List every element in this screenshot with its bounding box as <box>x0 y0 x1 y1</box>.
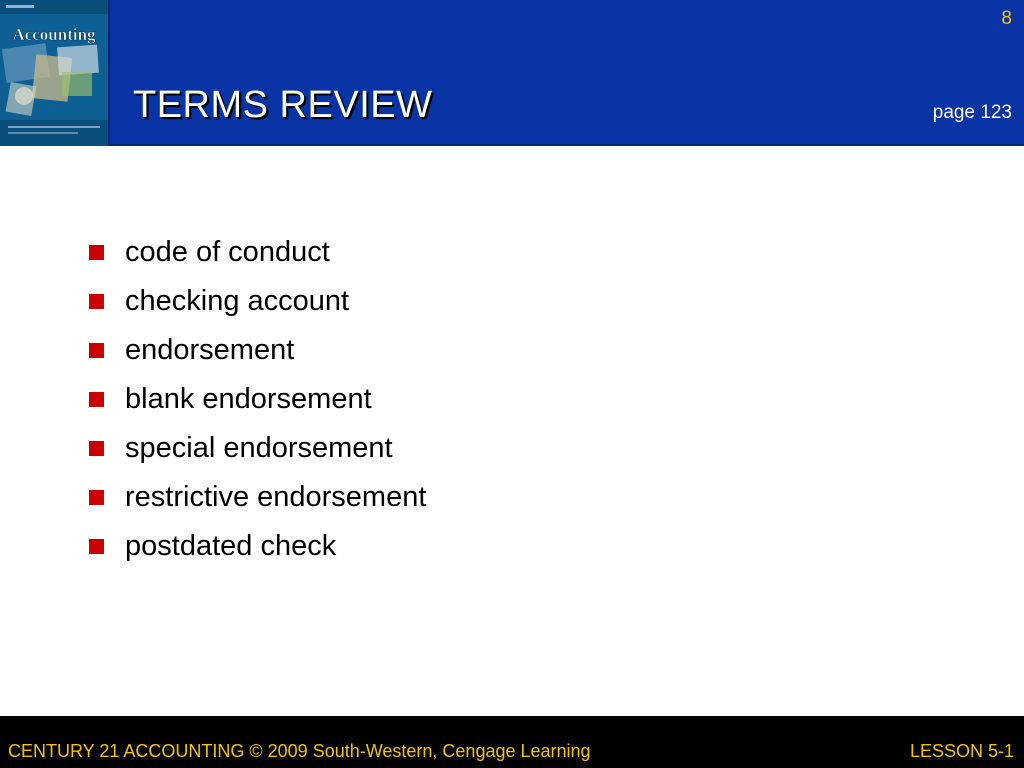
terms-list <box>89 228 426 571</box>
slide-number: 8 <box>1001 8 1012 29</box>
page-reference: page 123 <box>932 102 1012 123</box>
square-bullet-icon <box>89 392 104 407</box>
list-item <box>89 375 426 424</box>
square-bullet-icon <box>89 343 104 358</box>
footer-copyright: CENTURY 21 ACCOUNTING © 2009 South-Western, Cengage Learning <box>8 741 591 761</box>
slide-footer <box>0 716 1024 768</box>
list-item <box>89 473 426 522</box>
square-bullet-icon <box>89 294 104 309</box>
cover-logo: Accounting <box>12 25 96 44</box>
textbook-cover-image <box>0 0 110 146</box>
page-title: TERMS REVIEW <box>133 84 433 126</box>
term-label: code of conduct <box>125 236 330 268</box>
cover-art <box>0 0 108 146</box>
term-label: checking account <box>125 285 350 317</box>
square-bullet-icon <box>89 539 104 554</box>
slide-header <box>0 0 1024 146</box>
term-label: special endorsement <box>125 432 393 464</box>
square-bullet-icon <box>89 490 104 505</box>
footer-lesson: LESSON 5-1 <box>909 741 1014 761</box>
term-label: restrictive endorsement <box>125 481 427 513</box>
list-item <box>89 522 426 571</box>
term-label: postdated check <box>125 530 337 562</box>
list-item <box>89 228 426 277</box>
square-bullet-icon <box>89 245 104 260</box>
list-item <box>89 277 426 326</box>
list-item <box>89 326 426 375</box>
term-label: blank endorsement <box>125 383 372 415</box>
list-item <box>89 424 426 473</box>
term-label: endorsement <box>125 334 295 366</box>
square-bullet-icon <box>89 441 104 456</box>
